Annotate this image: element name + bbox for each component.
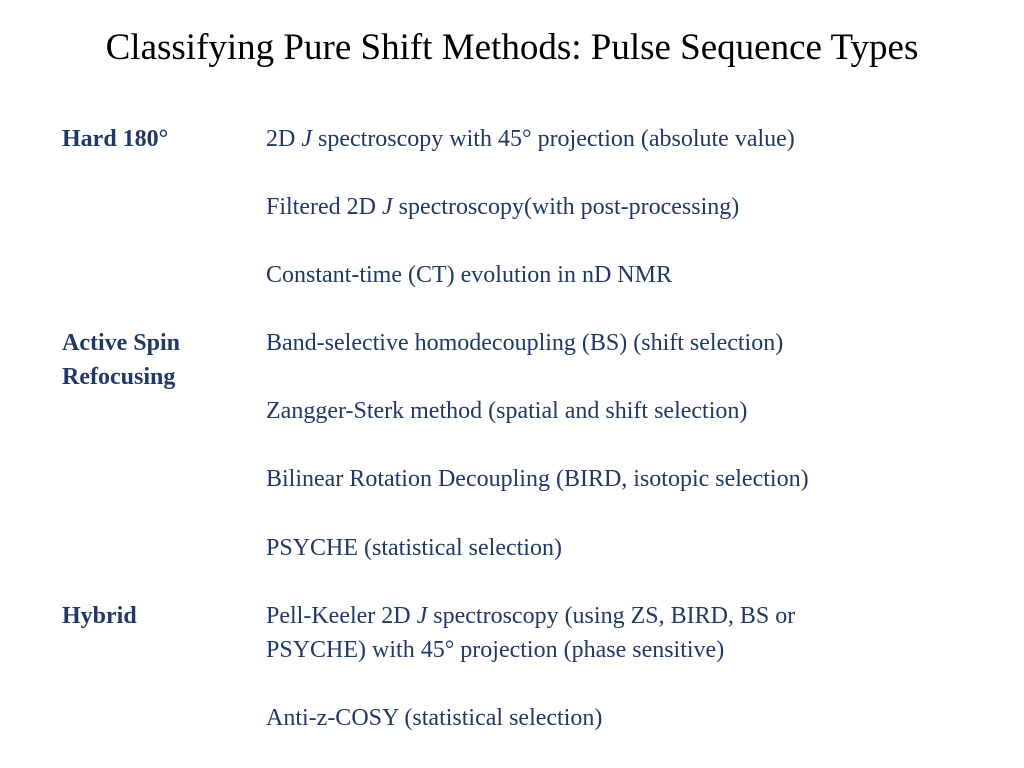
item-text: Zangger-Sterk method (spatial and shift selection)	[266, 398, 748, 424]
list-item	[266, 531, 966, 565]
category-label-line1: Active Spin	[62, 330, 181, 356]
category-label-line2: Refocusing	[62, 364, 176, 390]
slide-title: Classifying Pure Shift Methods: Pulse Sequence Types	[105, 27, 919, 68]
list-item	[266, 701, 966, 735]
list-item	[266, 599, 966, 667]
list-item	[266, 190, 966, 224]
item-text-pre: Filtered 2D	[266, 194, 382, 220]
category-label: Hybrid	[62, 603, 137, 629]
item-text-post: spectroscopy (using ZS, BIRD, BS or	[427, 603, 796, 629]
item-text: Anti-z-COSY (statistical selection)	[266, 705, 603, 731]
item-text-post: spectroscopy(with post-processing)	[392, 194, 740, 220]
list-item	[266, 122, 966, 156]
list-item	[266, 462, 966, 496]
list-item	[266, 258, 966, 292]
item-text-post: spectroscopy with 45° projection (absolute value)	[312, 126, 795, 152]
item-text: Constant-time (CT) evolution in nD NMR	[266, 262, 672, 288]
category-label: Hard 180°	[62, 126, 169, 152]
item-text: PSYCHE (statistical selection)	[266, 535, 562, 561]
category-hard-180	[62, 122, 252, 156]
item-text-italic: J	[381, 194, 393, 220]
item-text-italic: J	[416, 603, 428, 629]
item-text-pre: 2D	[266, 126, 302, 152]
category-active-spin-refocusing	[62, 326, 252, 394]
item-line1	[266, 599, 966, 633]
item-text: Band-selective homodecoupling (BS) (shift selection)	[266, 330, 784, 356]
item-text-italic: J	[301, 126, 312, 152]
item-line2: PSYCHE) with 45° projection (phase sensitive)	[266, 637, 725, 663]
item-text: Bilinear Rotation Decoupling (BIRD, isotopic selection)	[266, 466, 809, 492]
item-text-pre: Pell-Keeler 2D	[266, 603, 417, 629]
category-hybrid	[62, 599, 252, 633]
list-item	[266, 326, 966, 360]
list-item	[266, 394, 966, 428]
